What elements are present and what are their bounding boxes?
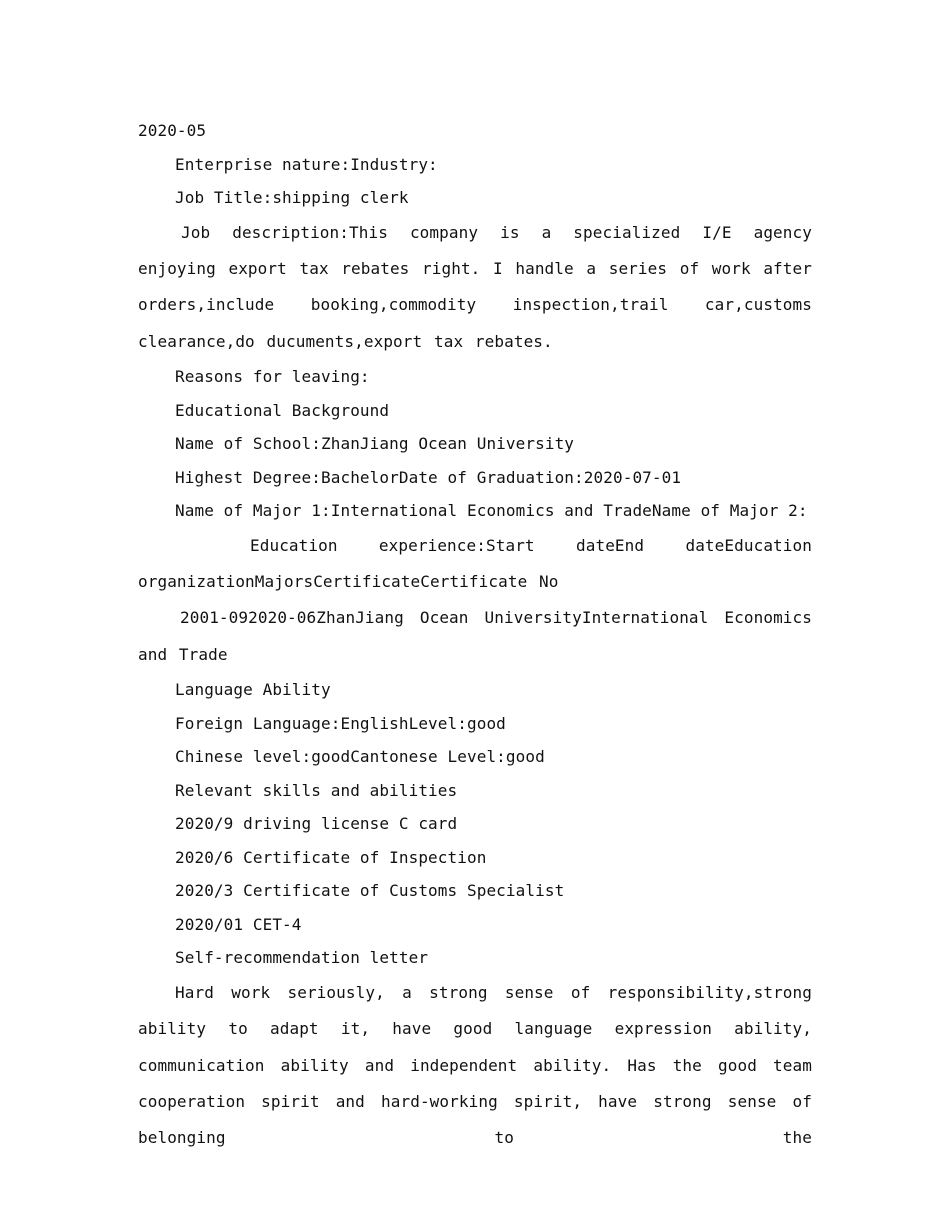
chinese-level-line: Chinese level:goodCantonese Level:good [175,747,545,767]
enterprise-nature-line: Enterprise nature:Industry: [175,154,438,174]
job-title-line: Job Title:shipping clerk [175,188,409,207]
self-recommendation-paragraph: Hard work seriously, a strong sense of responsibility,strong ability to adapt it, have good language expression ability, communication ability and independent ability. Has the good team cooperation spirit and hard-working spirit, have strong sense of belonging to the [138,982,812,1148]
job-description-paragraph: Job description:This company is a specialized I/E agency enjoying export tax rebates right. I handle a series of work after orders,include booking,commodity inspection,trail car,customs clearance,do ducuments,export tax rebates. [138,222,812,351]
foreign-language-line: Foreign Language:EnglishLevel:good [175,713,506,733]
date-line: 2020-05 [138,121,207,140]
education-heading: Educational Background [175,400,390,420]
skill-item: 2020/01 CET-4 [175,914,302,934]
language-heading: Language Ability [175,680,331,700]
skill-item: 2020/9 driving license C card [175,814,458,834]
skill-item: 2020/3 Certificate of Customs Specialist [175,881,565,901]
major-line: Name of Major 1:International Economics and TradeName of Major 2: [175,501,808,521]
education-experience-header: Education experience:Start dateEnd dateEducation organizationMajorsCertificateCertificate No [138,535,812,592]
school-line: Name of School:ZhanJiang Ocean University [175,434,575,454]
degree-line: Highest Degree:BachelorDate of Graduation:2020-07-01 [175,467,682,487]
reasons-for-leaving-line: Reasons for leaving: [175,367,370,387]
education-entry: 2001-092020-06ZhanJiang Ocean UniversityInternational Economics and Trade [138,608,812,664]
skill-item: 2020/6 Certificate of Inspection [175,847,487,867]
self-recommendation-heading: Self-recommendation letter [175,948,429,968]
resume-page [138,114,812,1157]
skills-heading: Relevant skills and abilities [175,780,458,800]
